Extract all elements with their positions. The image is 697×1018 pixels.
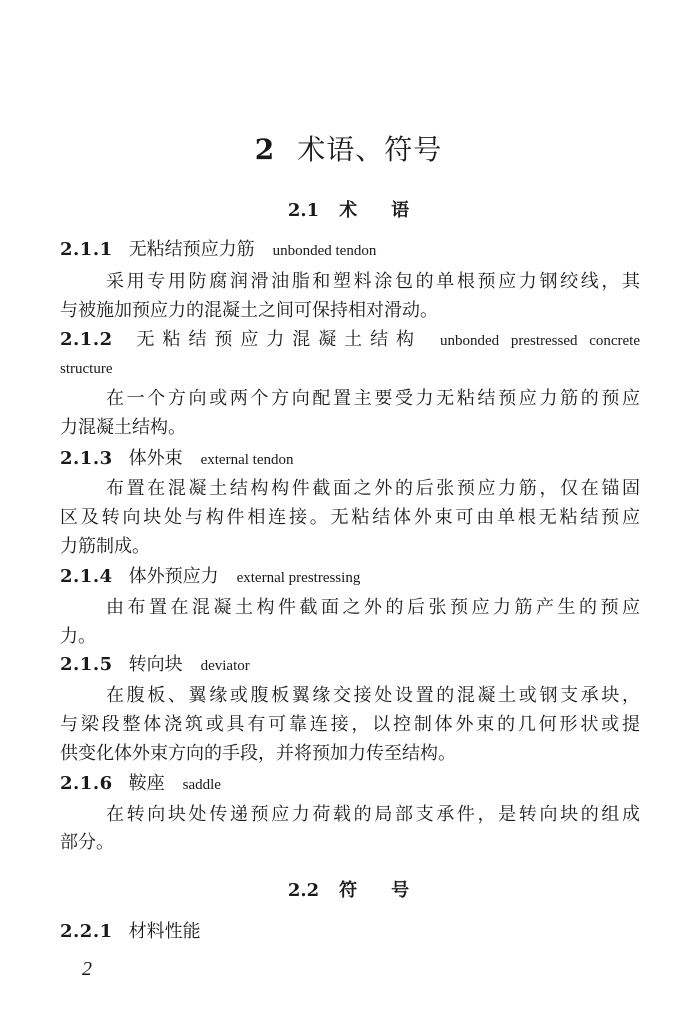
paragraph-line: 在一个方向或两个方向配置主要受力无粘结预应力筋的预应 <box>106 388 640 409</box>
term-chinese: 无粘结预应力混凝土结构 <box>128 329 422 350</box>
subsection-number: 2.2.1 <box>60 921 113 942</box>
term-heading <box>60 772 640 797</box>
section-title-char: 语 <box>391 200 410 221</box>
paragraph-line: 由布置在混凝土构件截面之外的后张预应力筋产生的预应 <box>106 597 640 618</box>
paragraph-line: 在腹板、翼缘或腹板翼缘交接处设置的混凝土或钢支承块， <box>106 685 640 706</box>
subsection-title: 材料性能 <box>128 921 201 942</box>
term-number: 2.1.5 <box>60 654 113 675</box>
term-heading <box>60 565 640 590</box>
term-chinese: 无粘结预应力筋 <box>128 239 255 260</box>
subsection-heading <box>60 920 640 944</box>
section-number: 2.1 <box>287 200 320 221</box>
section-number: 2.2 <box>287 880 320 901</box>
paragraph-line: 力筋制成。 <box>60 536 150 557</box>
chapter-number: 2 <box>254 133 276 166</box>
term-english: unbonded tendon <box>272 243 377 259</box>
term-chinese: 鞍座 <box>128 773 165 794</box>
paragraph-line: 区及转向块处与构件相连接。无粘结体外束可由单根无粘结预应 <box>60 507 640 528</box>
section-title-char: 术 <box>339 200 358 221</box>
paragraph-line: 力。 <box>60 626 96 647</box>
section-heading-terms <box>0 196 697 222</box>
term-heading <box>60 653 640 678</box>
term-english: external tendon <box>200 452 294 468</box>
term-english-continued: structure <box>60 361 113 377</box>
term-english: saddle <box>182 777 221 793</box>
chapter-title <box>0 128 697 168</box>
paragraph-line: 与被施加预应力的混凝土之间可保持相对滑动。 <box>60 300 438 321</box>
term-english: deviator <box>200 658 250 674</box>
paragraph-line: 布置在混凝土结构构件截面之外的后张预应力筋，仅在锚固 <box>106 478 640 499</box>
section-heading-symbols <box>0 876 697 902</box>
page-number: 2 <box>82 958 92 980</box>
term-heading <box>60 328 640 353</box>
paragraph-line: 供变化体外束方向的手段，并将预加力传至结构。 <box>60 743 456 764</box>
term-number: 2.1.6 <box>60 773 113 794</box>
term-chinese: 体外束 <box>128 448 183 469</box>
term-number: 2.1.1 <box>60 239 113 260</box>
term-heading <box>60 238 640 263</box>
section-title-char: 号 <box>391 880 410 901</box>
paragraph-line: 力混凝土结构。 <box>60 417 186 438</box>
chapter-name: 术语、符号 <box>297 133 443 166</box>
term-chinese: 转向块 <box>128 654 183 675</box>
section-title-char: 符 <box>339 880 358 901</box>
term-number: 2.1.3 <box>60 448 113 469</box>
term-chinese: 体外预应力 <box>128 566 219 587</box>
paragraph-line: 采用专用防腐润滑油脂和塑料涂包的单根预应力钢绞线，其 <box>106 271 640 292</box>
paragraph-line: 与梁段整体浇筑或具有可靠连接，以控制体外束的几何形状或提 <box>60 714 640 735</box>
paragraph-line: 部分。 <box>60 832 114 853</box>
term-heading <box>60 447 640 472</box>
term-number: 2.1.4 <box>60 566 113 587</box>
paragraph-line: 在转向块处传递预应力荷载的局部支承件，是转向块的组成 <box>106 804 640 825</box>
term-number: 2.1.2 <box>60 329 113 350</box>
term-english: unbonded prestressed concrete <box>440 333 640 349</box>
term-english: external prestressing <box>236 570 361 586</box>
